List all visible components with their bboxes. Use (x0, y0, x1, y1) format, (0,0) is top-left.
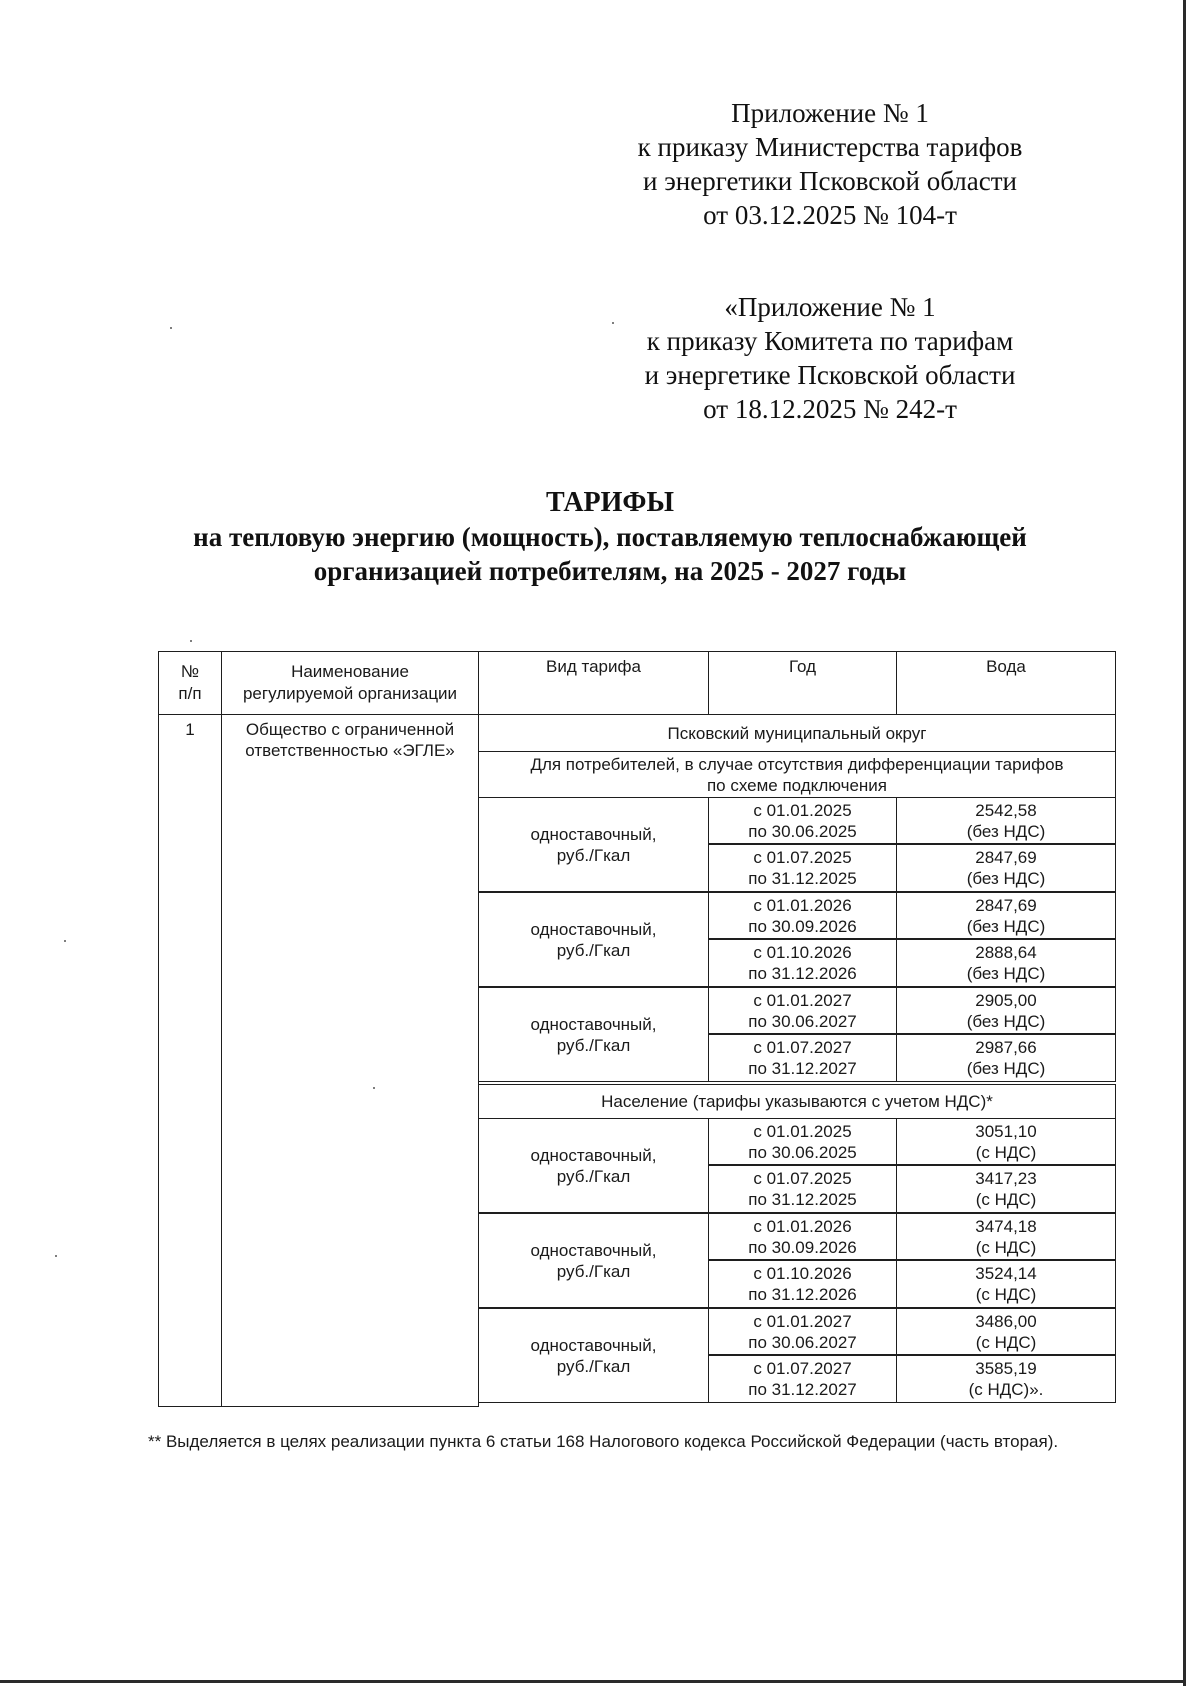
period-from: с 01.07.2027 (753, 1038, 852, 1057)
tariff-unit: руб./Гкал (556, 1261, 631, 1281)
scan-speck (64, 940, 66, 942)
tariff-value: 3474,18 (975, 1216, 1037, 1236)
consumers-section-line2: по схеме подключения (706, 775, 888, 795)
appendix-authority: и энергетики Псковской области (643, 166, 1017, 196)
period-from: с 01.01.2026 (753, 1216, 852, 1236)
tariff-value: 2987,66 (975, 1038, 1037, 1057)
period-cell (708, 939, 897, 987)
vat-note: (без НДС) (966, 916, 1046, 936)
period-cell (708, 1213, 897, 1260)
header-number-line2: п/п (178, 684, 202, 703)
period-to: по 30.06.2025 (748, 1142, 857, 1162)
scan-edge-bottom (0, 1680, 1186, 1683)
organization-cell (221, 714, 479, 1407)
row-number: 1 (185, 720, 195, 739)
organization-name-line1: Общество с ограниченной (245, 720, 455, 739)
appendix-order-ref: к приказу Министерства тарифов (637, 132, 1023, 162)
period-to: по 30.06.2025 (748, 821, 857, 841)
header-tariff-type-text: Вид тарифа (546, 657, 641, 676)
tariff-unit: руб./Гкал (556, 1035, 631, 1055)
header-water-text: Вода (986, 657, 1026, 676)
tariff-type-line1: одноставочный, (530, 824, 657, 844)
header-number (158, 651, 222, 715)
water-tariff-cell (896, 1355, 1116, 1403)
water-tariff-cell (896, 1213, 1116, 1260)
population-section-title: Население (тарифы указываются с учетом НДС)* (601, 1092, 993, 1111)
row-number-cell (158, 714, 222, 1407)
appendix-date-number: от 03.12.2025 № 104-т (703, 200, 957, 230)
water-tariff-cell (896, 939, 1116, 987)
scan-speck (170, 327, 172, 329)
header-year-text: Год (788, 657, 817, 676)
water-tariff-cell (896, 987, 1116, 1034)
period-cell (708, 987, 897, 1034)
period-cell (708, 844, 897, 892)
header-organization-line1: Наименование (291, 662, 409, 681)
period-from: с 01.10.2026 (753, 943, 852, 962)
consumers-section-line1: Для потребителей, в случае отсутствия дифференциации тарифов (530, 754, 1064, 774)
period-from: с 01.07.2025 (753, 1169, 852, 1188)
vat-note: (без НДС) (966, 1059, 1046, 1078)
tariff-type-cell (478, 892, 709, 987)
tariff-type-cell (478, 1213, 709, 1308)
tariff-value: 3524,14 (975, 1264, 1037, 1283)
vat-note: (без НДС) (966, 1011, 1046, 1031)
footnote: ** Выделяется в целях реализации пункта 6 статьи 168 Налогового кодекса Российской Федерации (часть вторая). (148, 1432, 1059, 1451)
tariff-unit: руб./Гкал (556, 940, 631, 960)
tariff-type-cell (478, 797, 709, 892)
period-to: по 30.09.2026 (748, 916, 857, 936)
tariff-type-cell (478, 1308, 709, 1403)
period-cell (708, 1308, 897, 1355)
period-cell (708, 1165, 897, 1213)
tariff-value: 2888,64 (975, 943, 1037, 962)
tariff-type-cell (478, 987, 709, 1082)
appendix-title: «Приложение № 1 (724, 292, 936, 322)
tariff-table (158, 651, 1116, 1407)
title-subtitle-line1: на тепловую энергию (мощность), поставляемую теплоснабжающей (193, 522, 1027, 552)
period-from: с 01.01.2025 (753, 1121, 852, 1141)
period-from: с 01.01.2026 (753, 895, 852, 915)
period-to: по 30.06.2027 (748, 1011, 857, 1031)
water-tariff-cell (896, 1034, 1116, 1082)
period-cell (708, 1034, 897, 1082)
tariff-type-line1: одноставочный, (530, 1014, 657, 1034)
water-tariff-cell (896, 844, 1116, 892)
period-to: по 31.12.2025 (748, 1190, 857, 1209)
period-from: с 01.07.2027 (753, 1359, 852, 1378)
tariff-value: 2847,69 (975, 895, 1037, 915)
period-to: по 31.12.2027 (748, 1380, 857, 1399)
appendix-order-ref: к приказу Комитета по тарифам (646, 326, 1014, 356)
period-to: по 30.06.2027 (748, 1332, 857, 1352)
vat-note: (без НДС) (966, 964, 1046, 983)
tariff-value: 2847,69 (975, 848, 1037, 867)
appendix-authority: и энергетике Псковской области (644, 360, 1016, 390)
district-row (478, 714, 1116, 752)
period-cell (708, 1260, 897, 1308)
appendix-header-amended (600, 290, 1060, 426)
water-tariff-cell (896, 892, 1116, 939)
title-main: ТАРИФЫ (546, 487, 674, 518)
tariff-type-line1: одноставочный, (530, 1145, 657, 1165)
vat-note: (с НДС) (975, 1332, 1037, 1352)
tariff-value: 2542,58 (975, 800, 1037, 820)
tariff-unit: руб./Гкал (556, 845, 631, 865)
period-cell (708, 797, 897, 844)
header-number-line1: № (180, 662, 200, 681)
tariff-type-line1: одноставочный, (530, 1335, 657, 1355)
period-from: с 01.10.2026 (753, 1264, 852, 1283)
water-tariff-cell (896, 1118, 1116, 1165)
tariff-value: 3051,10 (975, 1121, 1037, 1141)
vat-note: (с НДС) (975, 1142, 1037, 1162)
period-from: с 01.01.2027 (753, 990, 852, 1010)
period-from: с 01.01.2025 (753, 800, 852, 820)
water-tariff-cell (896, 1308, 1116, 1355)
vat-note: (с НДС) (975, 1190, 1037, 1209)
scan-edge-right (1183, 0, 1186, 1686)
tariff-unit: руб./Гкал (556, 1166, 631, 1186)
vat-note: (без НДС) (966, 821, 1046, 841)
header-water (896, 651, 1116, 715)
tariff-type-line1: одноставочный, (530, 1240, 657, 1260)
period-to: по 31.12.2025 (748, 869, 857, 888)
water-tariff-cell (896, 1260, 1116, 1308)
water-tariff-cell (896, 797, 1116, 844)
header-tariff-type (478, 651, 709, 715)
population-section-row (478, 1084, 1116, 1119)
vat-note: (с НДС)». (968, 1380, 1044, 1399)
document-title (110, 486, 1110, 588)
appendix-date-number: от 18.12.2025 № 242-т (703, 394, 957, 424)
tariff-unit: руб./Гкал (556, 1356, 631, 1376)
vat-note: (с НДС) (975, 1237, 1037, 1257)
appendix-title: Приложение № 1 (731, 98, 929, 128)
period-to: по 31.12.2027 (748, 1059, 857, 1078)
period-to: по 31.12.2026 (748, 964, 857, 983)
vat-note: (без НДС) (966, 869, 1046, 888)
tariff-value: 3585,19 (975, 1359, 1037, 1378)
period-cell (708, 1118, 897, 1165)
tariff-value: 3417,23 (975, 1169, 1037, 1188)
consumers-section-row (478, 751, 1116, 798)
organization-name-line2: ответственностью «ЭГЛЕ» (245, 741, 455, 760)
tariff-type-line1: одноставочный, (530, 919, 657, 939)
district-name: Псковский муниципальный округ (667, 723, 927, 743)
tariff-value: 2905,00 (975, 990, 1037, 1010)
period-to: по 30.09.2026 (748, 1237, 857, 1257)
appendix-header-current (600, 96, 1060, 232)
water-tariff-cell (896, 1165, 1116, 1213)
period-from: с 01.01.2027 (753, 1311, 852, 1331)
title-subtitle-line2: организацией потребителям, на 2025 - 2027 годы (313, 556, 907, 586)
period-cell (708, 892, 897, 939)
header-organization-line2: регулируемой организации (242, 684, 458, 703)
tariff-value: 3486,00 (975, 1311, 1037, 1331)
period-from: с 01.07.2025 (753, 848, 852, 867)
tariff-type-cell (478, 1118, 709, 1213)
vat-note: (с НДС) (975, 1285, 1037, 1304)
header-organization (221, 651, 479, 715)
period-to: по 31.12.2026 (748, 1285, 857, 1304)
period-cell (708, 1355, 897, 1403)
scan-speck (190, 640, 192, 642)
header-year (708, 651, 897, 715)
scan-speck (55, 1255, 57, 1257)
